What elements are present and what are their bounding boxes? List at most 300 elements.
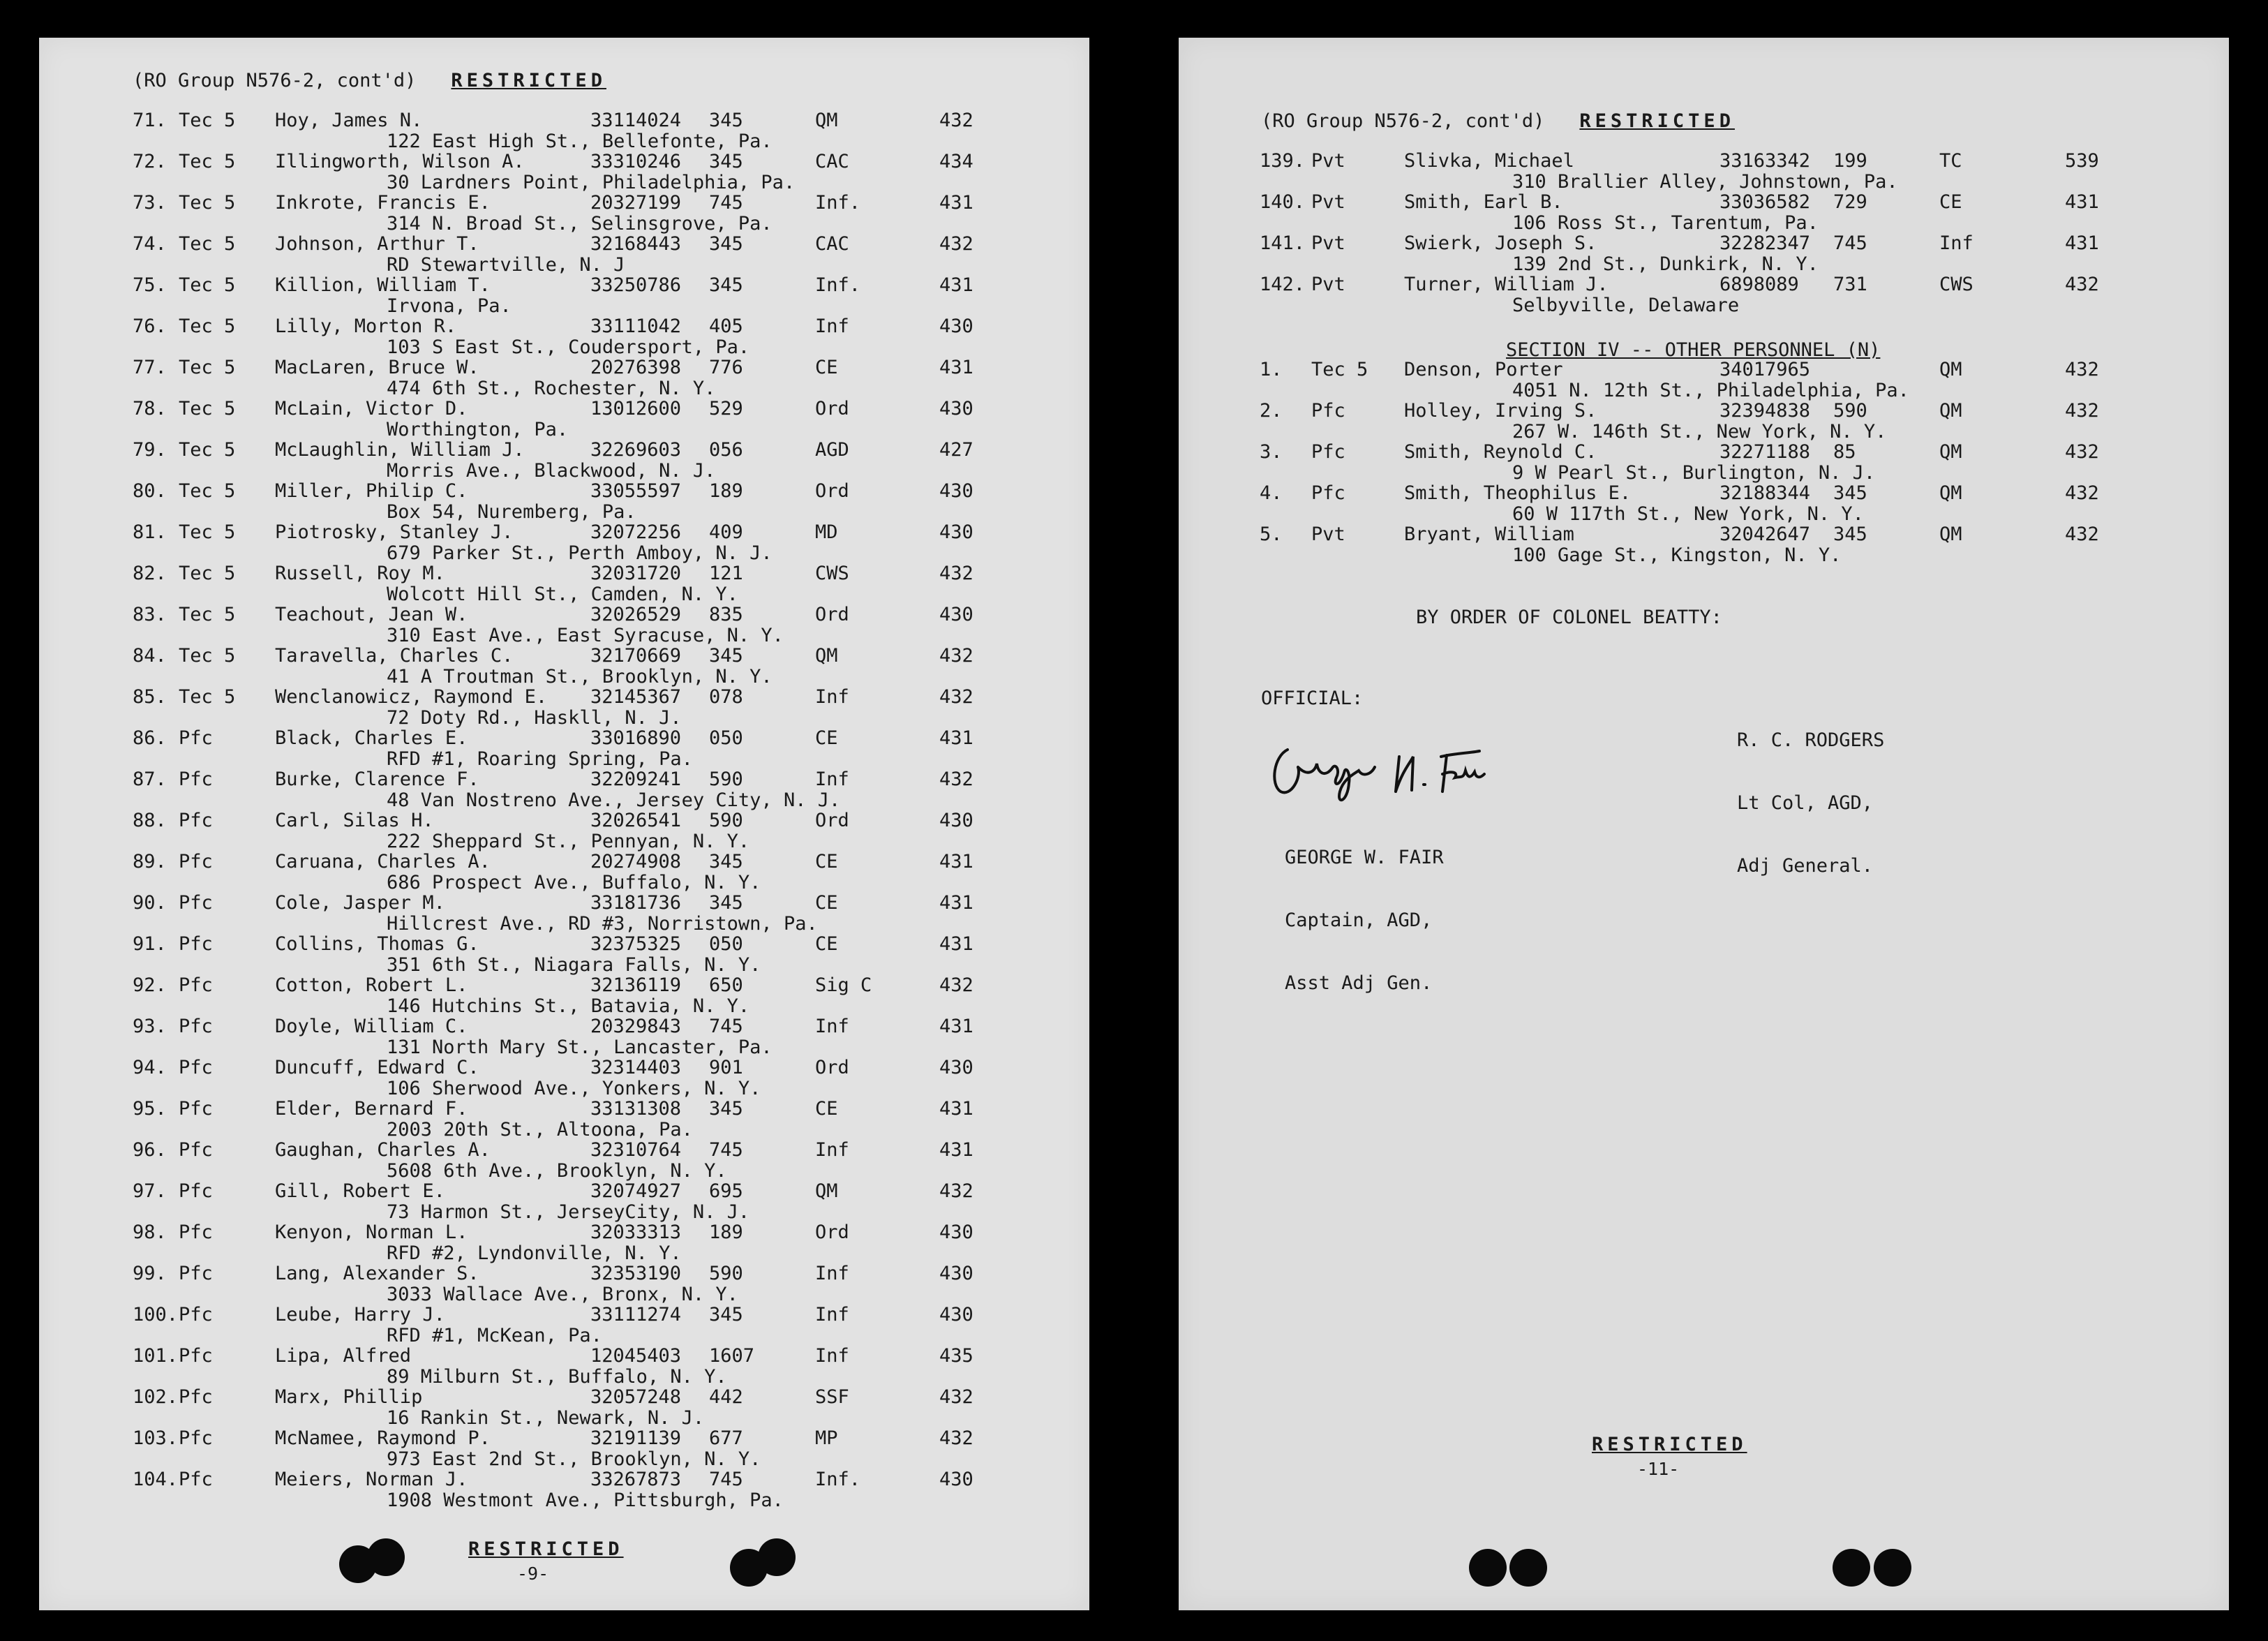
entry-number: 102. xyxy=(133,1386,179,1408)
entry-code: 85 xyxy=(1833,441,1856,463)
entry-rank: Tec 5 xyxy=(179,480,236,502)
entry-number: 82. xyxy=(133,563,167,584)
entry-serial: 32145367 xyxy=(590,686,682,708)
entry-number: 72. xyxy=(133,151,167,172)
entry-branch: Ord xyxy=(815,480,849,502)
entry-rank: Pfc xyxy=(1311,400,1345,422)
entry-rank: Pfc xyxy=(1311,441,1345,463)
entry-number: 85. xyxy=(133,686,167,708)
footer-restricted: RESTRICTED xyxy=(1592,1434,1747,1455)
entry-code: 189 xyxy=(709,1222,743,1243)
entry-address: 3033 Wallace Ave., Bronx, N. Y. xyxy=(387,1284,738,1305)
entry-address: 973 East 2nd St., Brooklyn, N. Y. xyxy=(387,1448,761,1470)
entry-number: 75. xyxy=(133,274,167,296)
entry-serial: 32209241 xyxy=(590,768,682,790)
entry-rank: Pfc xyxy=(179,851,213,873)
entry-branch: Ord xyxy=(815,604,849,625)
entry-serial: 32033313 xyxy=(590,1222,682,1243)
entry-unit: 432 xyxy=(939,563,973,584)
entry-name: Denson, Porter xyxy=(1404,359,1563,380)
entry-address: 222 Sheppard St., Pennyan, N. Y. xyxy=(387,831,750,852)
entry-name: Hoy, James N. xyxy=(275,110,423,131)
entry-address: 48 Van Nostreno Ave., Jersey City, N. J. xyxy=(387,789,841,811)
entry-serial: 32394838 xyxy=(1719,400,1811,422)
entry-branch: CE xyxy=(815,727,838,749)
entry-address: 103 S East St., Coudersport, Pa. xyxy=(387,336,750,358)
entry-code: 835 xyxy=(709,604,743,625)
entry-code: 050 xyxy=(709,933,743,955)
entry-address: Box 54, Nuremberg, Pa. xyxy=(387,501,636,523)
entry-rank: Tec 5 xyxy=(179,315,236,337)
page-header xyxy=(133,70,606,91)
entry-code: 345 xyxy=(1833,482,1867,504)
entry-code: 345 xyxy=(709,1098,743,1120)
entry-rank: Pfc xyxy=(1311,482,1345,504)
signer-block-right xyxy=(1737,688,1884,919)
entry-name: McLain, Victor D. xyxy=(275,398,468,419)
entry-unit: 431 xyxy=(939,727,973,749)
entry-unit: 430 xyxy=(939,1263,973,1284)
entry-code: 729 xyxy=(1833,191,1867,213)
entry-address: Irvona, Pa. xyxy=(387,295,512,317)
entry-code: 345 xyxy=(709,851,743,873)
entry-rank: Tec 5 xyxy=(179,357,236,378)
entry-serial: 33111274 xyxy=(590,1304,682,1326)
entry-code: 695 xyxy=(709,1180,743,1202)
entry-address: RFD #2, Lyndonville, N. Y. xyxy=(387,1242,682,1264)
entry-name: Piotrosky, Stanley J. xyxy=(275,521,514,543)
signer-block-left xyxy=(1285,805,1444,1036)
entry-number: 4. xyxy=(1260,482,1283,504)
entry-code: 745 xyxy=(1833,232,1867,254)
entry-number: 91. xyxy=(133,933,167,955)
entry-number: 86. xyxy=(133,727,167,749)
entry-rank: Pvt xyxy=(1311,274,1345,295)
entry-code: 050 xyxy=(709,727,743,749)
entry-name: Meiers, Norman J. xyxy=(275,1469,468,1490)
entry-serial: 33131308 xyxy=(590,1098,682,1120)
entry-branch: CE xyxy=(815,892,838,914)
entry-rank: Pfc xyxy=(179,1263,213,1284)
entry-serial: 32074927 xyxy=(590,1180,682,1202)
entry-serial: 32188344 xyxy=(1719,482,1811,504)
entry-unit: 431 xyxy=(939,357,973,378)
entry-address: 41 A Troutman St., Brooklyn, N. Y. xyxy=(387,666,773,688)
entry-name: Bryant, William xyxy=(1404,524,1574,545)
entry-unit: 430 xyxy=(939,604,973,625)
entry-address: 60 W 117th St., New York, N. Y. xyxy=(1512,503,1864,525)
entry-rank: Tec 5 xyxy=(1311,359,1368,380)
entry-name: MacLaren, Bruce W. xyxy=(275,357,479,378)
entry-name: Wenclanowicz, Raymond E. xyxy=(275,686,548,708)
entry-serial: 32072256 xyxy=(590,521,682,543)
entry-branch: CE xyxy=(815,851,838,873)
entry-branch: Inf xyxy=(815,686,849,708)
entry-number: 99. xyxy=(133,1263,167,1284)
entry-address: Selbyville, Delaware xyxy=(1512,295,1740,316)
entry-name: Killion, William T. xyxy=(275,274,491,296)
entry-branch: Inf xyxy=(815,1263,849,1284)
entry-unit: 431 xyxy=(2065,191,2099,213)
roster-page-right xyxy=(1179,38,2229,1610)
entry-name: Swierk, Joseph S. xyxy=(1404,232,1597,254)
entry-number: 3. xyxy=(1260,441,1283,463)
entry-branch: CE xyxy=(815,1098,838,1120)
entry-number: 139. xyxy=(1260,150,1306,172)
entry-unit: 432 xyxy=(2065,482,2099,504)
entry-number: 74. xyxy=(133,233,167,255)
entry-code: 345 xyxy=(709,233,743,255)
entry-address: 314 N. Broad St., Selinsgrove, Pa. xyxy=(387,213,773,235)
entry-rank: Pvt xyxy=(1311,524,1345,545)
entry-address: RFD #1, Roaring Spring, Pa. xyxy=(387,748,693,770)
entry-unit: 431 xyxy=(939,1098,973,1120)
entry-serial: 32271188 xyxy=(1719,441,1811,463)
entry-address: Hillcrest Ave., RD #3, Norristown, Pa. xyxy=(387,913,818,935)
entry-serial: 33310246 xyxy=(590,151,682,172)
entry-code: 345 xyxy=(709,892,743,914)
entry-branch: QM xyxy=(1939,524,1962,545)
entry-address: 267 W. 146th St., New York, N. Y. xyxy=(1512,421,1887,443)
entry-rank: Pvt xyxy=(1311,150,1345,172)
page-number: -9- xyxy=(517,1564,549,1584)
entry-name: Collins, Thomas G. xyxy=(275,933,479,955)
entry-branch: Inf xyxy=(815,1139,849,1161)
punch-hole xyxy=(1469,1549,1507,1587)
entry-address: 30 Lardners Point, Philadelphia, Pa. xyxy=(387,172,796,193)
entry-unit: 432 xyxy=(2065,359,2099,380)
entry-serial: 13012600 xyxy=(590,398,682,419)
entry-address: RD Stewartville, N. J xyxy=(387,254,625,276)
entry-name: Illingworth, Wilson A. xyxy=(275,151,525,172)
entry-name: Taravella, Charles C. xyxy=(275,645,514,667)
entry-rank: Pfc xyxy=(179,1180,213,1202)
entry-number: 92. xyxy=(133,974,167,996)
entry-serial: 32057248 xyxy=(590,1386,682,1408)
entry-serial: 32314403 xyxy=(590,1057,682,1078)
entry-branch: QM xyxy=(1939,359,1962,380)
entry-code: 189 xyxy=(709,480,743,502)
punch-hole xyxy=(758,1538,796,1576)
entry-branch: Inf xyxy=(1939,232,1974,254)
entry-code: 590 xyxy=(1833,400,1867,422)
entry-number: 96. xyxy=(133,1139,167,1161)
entry-code: 345 xyxy=(709,1304,743,1326)
signer-rank: Captain, AGD, xyxy=(1285,909,1433,931)
entry-serial: 33111042 xyxy=(590,315,682,337)
entry-branch: Inf xyxy=(815,768,849,790)
entry-serial: 32170669 xyxy=(590,645,682,667)
entry-serial: 6898089 xyxy=(1719,274,1799,295)
entry-address: 89 Milburn St., Buffalo, N. Y. xyxy=(387,1366,727,1388)
entry-branch: Sig C xyxy=(815,974,872,996)
entry-name: Inkrote, Francis E. xyxy=(275,192,491,214)
entry-code: 590 xyxy=(709,810,743,831)
official-label: OFFICIAL: xyxy=(1261,688,1364,709)
entry-rank: Pfc xyxy=(179,974,213,996)
entry-branch: Inf. xyxy=(815,274,861,296)
entry-branch: Ord xyxy=(815,1057,849,1078)
entry-address: 73 Harmon St., JerseyCity, N. J. xyxy=(387,1201,750,1223)
entry-name: Elder, Bernard F. xyxy=(275,1098,468,1120)
entry-code: 199 xyxy=(1833,150,1867,172)
entry-name: Duncuff, Edward C. xyxy=(275,1057,479,1078)
entry-address: 72 Doty Rd., Haskll, N. J. xyxy=(387,707,682,729)
group-label: (RO Group N576-2, cont'd) xyxy=(133,70,417,91)
entry-address: 310 East Ave., East Syracuse, N. Y. xyxy=(387,625,784,646)
entry-serial: 20327199 xyxy=(590,192,682,214)
signer-title: Asst Adj Gen. xyxy=(1285,972,1433,994)
entry-unit: 430 xyxy=(939,398,973,419)
entry-serial: 20329843 xyxy=(590,1016,682,1037)
entry-address: 1908 Westmont Ave., Pittsburgh, Pa. xyxy=(387,1490,784,1511)
entry-address: 2003 20th St., Altoona, Pa. xyxy=(387,1119,693,1141)
entry-branch: Inf. xyxy=(815,192,861,214)
entry-address: 131 North Mary St., Lancaster, Pa. xyxy=(387,1037,773,1058)
entry-code: 776 xyxy=(709,357,743,378)
entry-branch: QM xyxy=(1939,441,1962,463)
entry-serial: 32031720 xyxy=(590,563,682,584)
entry-code: 078 xyxy=(709,686,743,708)
entry-rank: Pfc xyxy=(179,1345,213,1367)
entry-unit: 427 xyxy=(939,439,973,461)
entry-rank: Pfc xyxy=(179,1139,213,1161)
entry-address: 122 East High St., Bellefonte, Pa. xyxy=(387,131,773,152)
entry-code: 590 xyxy=(709,1263,743,1284)
entry-name: Burke, Clarence F. xyxy=(275,768,479,790)
entry-branch: CE xyxy=(1939,191,1962,213)
entry-branch: QM xyxy=(815,1180,838,1202)
entry-name: Leube, Harry J. xyxy=(275,1304,445,1326)
entry-name: Gaughan, Charles A. xyxy=(275,1139,491,1161)
entry-branch: TC xyxy=(1939,150,1962,172)
entry-serial: 32375325 xyxy=(590,933,682,955)
entry-serial: 33267873 xyxy=(590,1469,682,1490)
entry-branch: Inf xyxy=(815,315,849,337)
entry-unit: 430 xyxy=(939,521,973,543)
group-label: (RO Group N576-2, cont'd) xyxy=(1261,110,1545,132)
entry-serial: 32042647 xyxy=(1719,524,1811,545)
entry-unit: 434 xyxy=(939,151,973,172)
entry-number: 2. xyxy=(1260,400,1283,422)
entry-rank: Tec 5 xyxy=(179,604,236,625)
entry-code: 650 xyxy=(709,974,743,996)
entry-unit: 430 xyxy=(939,480,973,502)
entry-number: 71. xyxy=(133,110,167,131)
entry-number: 93. xyxy=(133,1016,167,1037)
entry-rank: Pfc xyxy=(179,1057,213,1078)
entry-unit: 432 xyxy=(2065,441,2099,463)
entry-address: 139 2nd St., Dunkirk, N. Y. xyxy=(1512,253,1819,275)
entry-branch: SSF xyxy=(815,1386,849,1408)
by-order-line: BY ORDER OF COLONEL BEATTY: xyxy=(1416,607,1722,628)
entry-rank: Pfc xyxy=(179,1469,213,1490)
entry-address: RFD #1, McKean, Pa. xyxy=(387,1325,602,1346)
entry-unit: 432 xyxy=(939,645,973,667)
entry-name: Cole, Jasper M. xyxy=(275,892,445,914)
entry-name: Kenyon, Norman L. xyxy=(275,1222,468,1243)
entry-branch: CWS xyxy=(1939,274,1974,295)
entry-unit: 432 xyxy=(2065,274,2099,295)
entry-address: 5608 6th Ave., Brooklyn, N. Y. xyxy=(387,1160,727,1182)
entry-rank: Pvt xyxy=(1311,191,1345,213)
entry-unit: 432 xyxy=(939,768,973,790)
entry-name: Slivka, Michael xyxy=(1404,150,1574,172)
entry-rank: Tec 5 xyxy=(179,110,236,131)
entry-serial: 33163342 xyxy=(1719,150,1811,172)
footer-restricted: RESTRICTED xyxy=(468,1538,624,1560)
entry-rank: Tec 5 xyxy=(179,521,236,543)
entry-unit: 431 xyxy=(939,933,973,955)
entry-branch: CWS xyxy=(815,563,849,584)
entry-number: 94. xyxy=(133,1057,167,1078)
entry-rank: Tec 5 xyxy=(179,439,236,461)
entry-branch: Inf. xyxy=(815,1469,861,1490)
entry-rank: Pfc xyxy=(179,768,213,790)
entry-number: 79. xyxy=(133,439,167,461)
entry-rank: Pfc xyxy=(179,1304,213,1326)
handwritten-signature xyxy=(1267,736,1490,812)
entry-branch: Ord xyxy=(815,398,849,419)
entry-number: 141. xyxy=(1260,232,1306,254)
entry-unit: 432 xyxy=(939,1427,973,1449)
entry-unit: 430 xyxy=(939,1304,973,1326)
entry-number: 81. xyxy=(133,521,167,543)
entry-number: 88. xyxy=(133,810,167,831)
entry-code: 731 xyxy=(1833,274,1867,295)
entry-branch: CAC xyxy=(815,151,849,172)
entry-number: 97. xyxy=(133,1180,167,1202)
entry-branch: Inf xyxy=(815,1304,849,1326)
entry-branch: CE xyxy=(815,933,838,955)
entry-rank: Pfc xyxy=(179,933,213,955)
entry-address: Morris Ave., Blackwood, N. J. xyxy=(387,460,716,482)
entry-rank: Tec 5 xyxy=(179,645,236,667)
signer-name: GEORGE W. FAIR xyxy=(1285,847,1444,868)
entry-serial: 32310764 xyxy=(590,1139,682,1161)
entry-address: 106 Ross St., Tarentum, Pa. xyxy=(1512,212,1819,234)
entry-address: 310 Brallier Alley, Johnstown, Pa. xyxy=(1512,171,1898,193)
entry-rank: Tec 5 xyxy=(179,398,236,419)
entry-code: 745 xyxy=(709,1469,743,1490)
entry-rank: Pfc xyxy=(179,1427,213,1449)
entry-address: 146 Hutchins St., Batavia, N. Y. xyxy=(387,995,750,1017)
entry-code: 745 xyxy=(709,1139,743,1161)
page-header xyxy=(1261,110,1735,132)
entry-code: 345 xyxy=(1833,524,1867,545)
entry-unit: 435 xyxy=(939,1345,973,1367)
entry-serial: 33036582 xyxy=(1719,191,1811,213)
entry-unit: 432 xyxy=(939,686,973,708)
entry-name: Russell, Roy M. xyxy=(275,563,445,584)
entry-serial: 32269603 xyxy=(590,439,682,461)
signer-title: Adj General. xyxy=(1737,855,1874,877)
entry-serial: 12045403 xyxy=(590,1345,682,1367)
entry-unit: 430 xyxy=(939,1469,973,1490)
entry-address: 679 Parker St., Perth Amboy, N. J. xyxy=(387,542,773,564)
entry-name: Smith, Theophilus E. xyxy=(1404,482,1632,504)
entry-branch: MP xyxy=(815,1427,838,1449)
entry-serial: 20276398 xyxy=(590,357,682,378)
entry-branch: AGD xyxy=(815,439,849,461)
entry-address: 4051 N. 12th St., Philadelphia, Pa. xyxy=(1512,380,1909,401)
entry-number: 80. xyxy=(133,480,167,502)
restricted-label: RESTRICTED xyxy=(451,70,606,91)
entry-number: 73. xyxy=(133,192,167,214)
entry-rank: Pfc xyxy=(179,1386,213,1408)
entry-number: 104. xyxy=(133,1469,179,1490)
entry-rank: Tec 5 xyxy=(179,686,236,708)
entry-rank: Tec 5 xyxy=(179,233,236,255)
entry-branch: Inf xyxy=(815,1345,849,1367)
entry-rank: Pvt xyxy=(1311,232,1345,254)
entry-branch: CE xyxy=(815,357,838,378)
entry-number: 100. xyxy=(133,1304,179,1326)
entry-rank: Tec 5 xyxy=(179,563,236,584)
entry-number: 78. xyxy=(133,398,167,419)
entry-number: 101. xyxy=(133,1345,179,1367)
entry-serial: 20274908 xyxy=(590,851,682,873)
entry-serial: 32191139 xyxy=(590,1427,682,1449)
entry-code: 901 xyxy=(709,1057,743,1078)
entry-number: 5. xyxy=(1260,524,1283,545)
entry-unit: 432 xyxy=(2065,400,2099,422)
entry-rank: Pfc xyxy=(179,1098,213,1120)
entry-serial: 32136119 xyxy=(590,974,682,996)
entry-code: 745 xyxy=(709,1016,743,1037)
entry-branch: CAC xyxy=(815,233,849,255)
entry-name: Marx, Phillip xyxy=(275,1386,423,1408)
entry-name: Teachout, Jean W. xyxy=(275,604,468,625)
entry-number: 1. xyxy=(1260,359,1283,380)
entry-number: 89. xyxy=(133,851,167,873)
entry-branch: Ord xyxy=(815,810,849,831)
entry-serial: 32168443 xyxy=(590,233,682,255)
entry-name: Lang, Alexander S. xyxy=(275,1263,479,1284)
entry-branch: QM xyxy=(1939,482,1962,504)
entry-address: 100 Gage St., Kingston, N. Y. xyxy=(1512,544,1842,566)
entry-code: 677 xyxy=(709,1427,743,1449)
entry-unit: 432 xyxy=(939,974,973,996)
entry-branch: QM xyxy=(815,110,838,131)
entry-name: Holley, Irving S. xyxy=(1404,400,1597,422)
entry-serial: 32026529 xyxy=(590,604,682,625)
page-number: -11- xyxy=(1637,1459,1680,1479)
entry-address: 9 W Pearl St., Burlington, N. J. xyxy=(1512,462,1876,484)
entry-unit: 432 xyxy=(2065,524,2099,545)
entry-name: Lilly, Morton R. xyxy=(275,315,457,337)
entry-branch: MD xyxy=(815,521,838,543)
entry-branch: QM xyxy=(815,645,838,667)
entry-unit: 430 xyxy=(939,1057,973,1078)
entry-unit: 432 xyxy=(939,233,973,255)
entry-unit: 431 xyxy=(939,892,973,914)
entry-unit: 431 xyxy=(939,851,973,873)
entry-unit: 430 xyxy=(939,810,973,831)
entry-branch: Inf xyxy=(815,1016,849,1037)
entry-code: 405 xyxy=(709,315,743,337)
entry-number: 98. xyxy=(133,1222,167,1243)
entry-rank: Pfc xyxy=(179,810,213,831)
entry-serial: 33016890 xyxy=(590,727,682,749)
entry-code: 529 xyxy=(709,398,743,419)
entry-rank: Tec 5 xyxy=(179,274,236,296)
entry-unit: 539 xyxy=(2065,150,2099,172)
section-title: SECTION IV -- OTHER PERSONNEL (N) xyxy=(1506,339,1881,361)
restricted-label: RESTRICTED xyxy=(1579,110,1735,132)
entry-code: 745 xyxy=(709,192,743,214)
entry-serial: 32353190 xyxy=(590,1263,682,1284)
